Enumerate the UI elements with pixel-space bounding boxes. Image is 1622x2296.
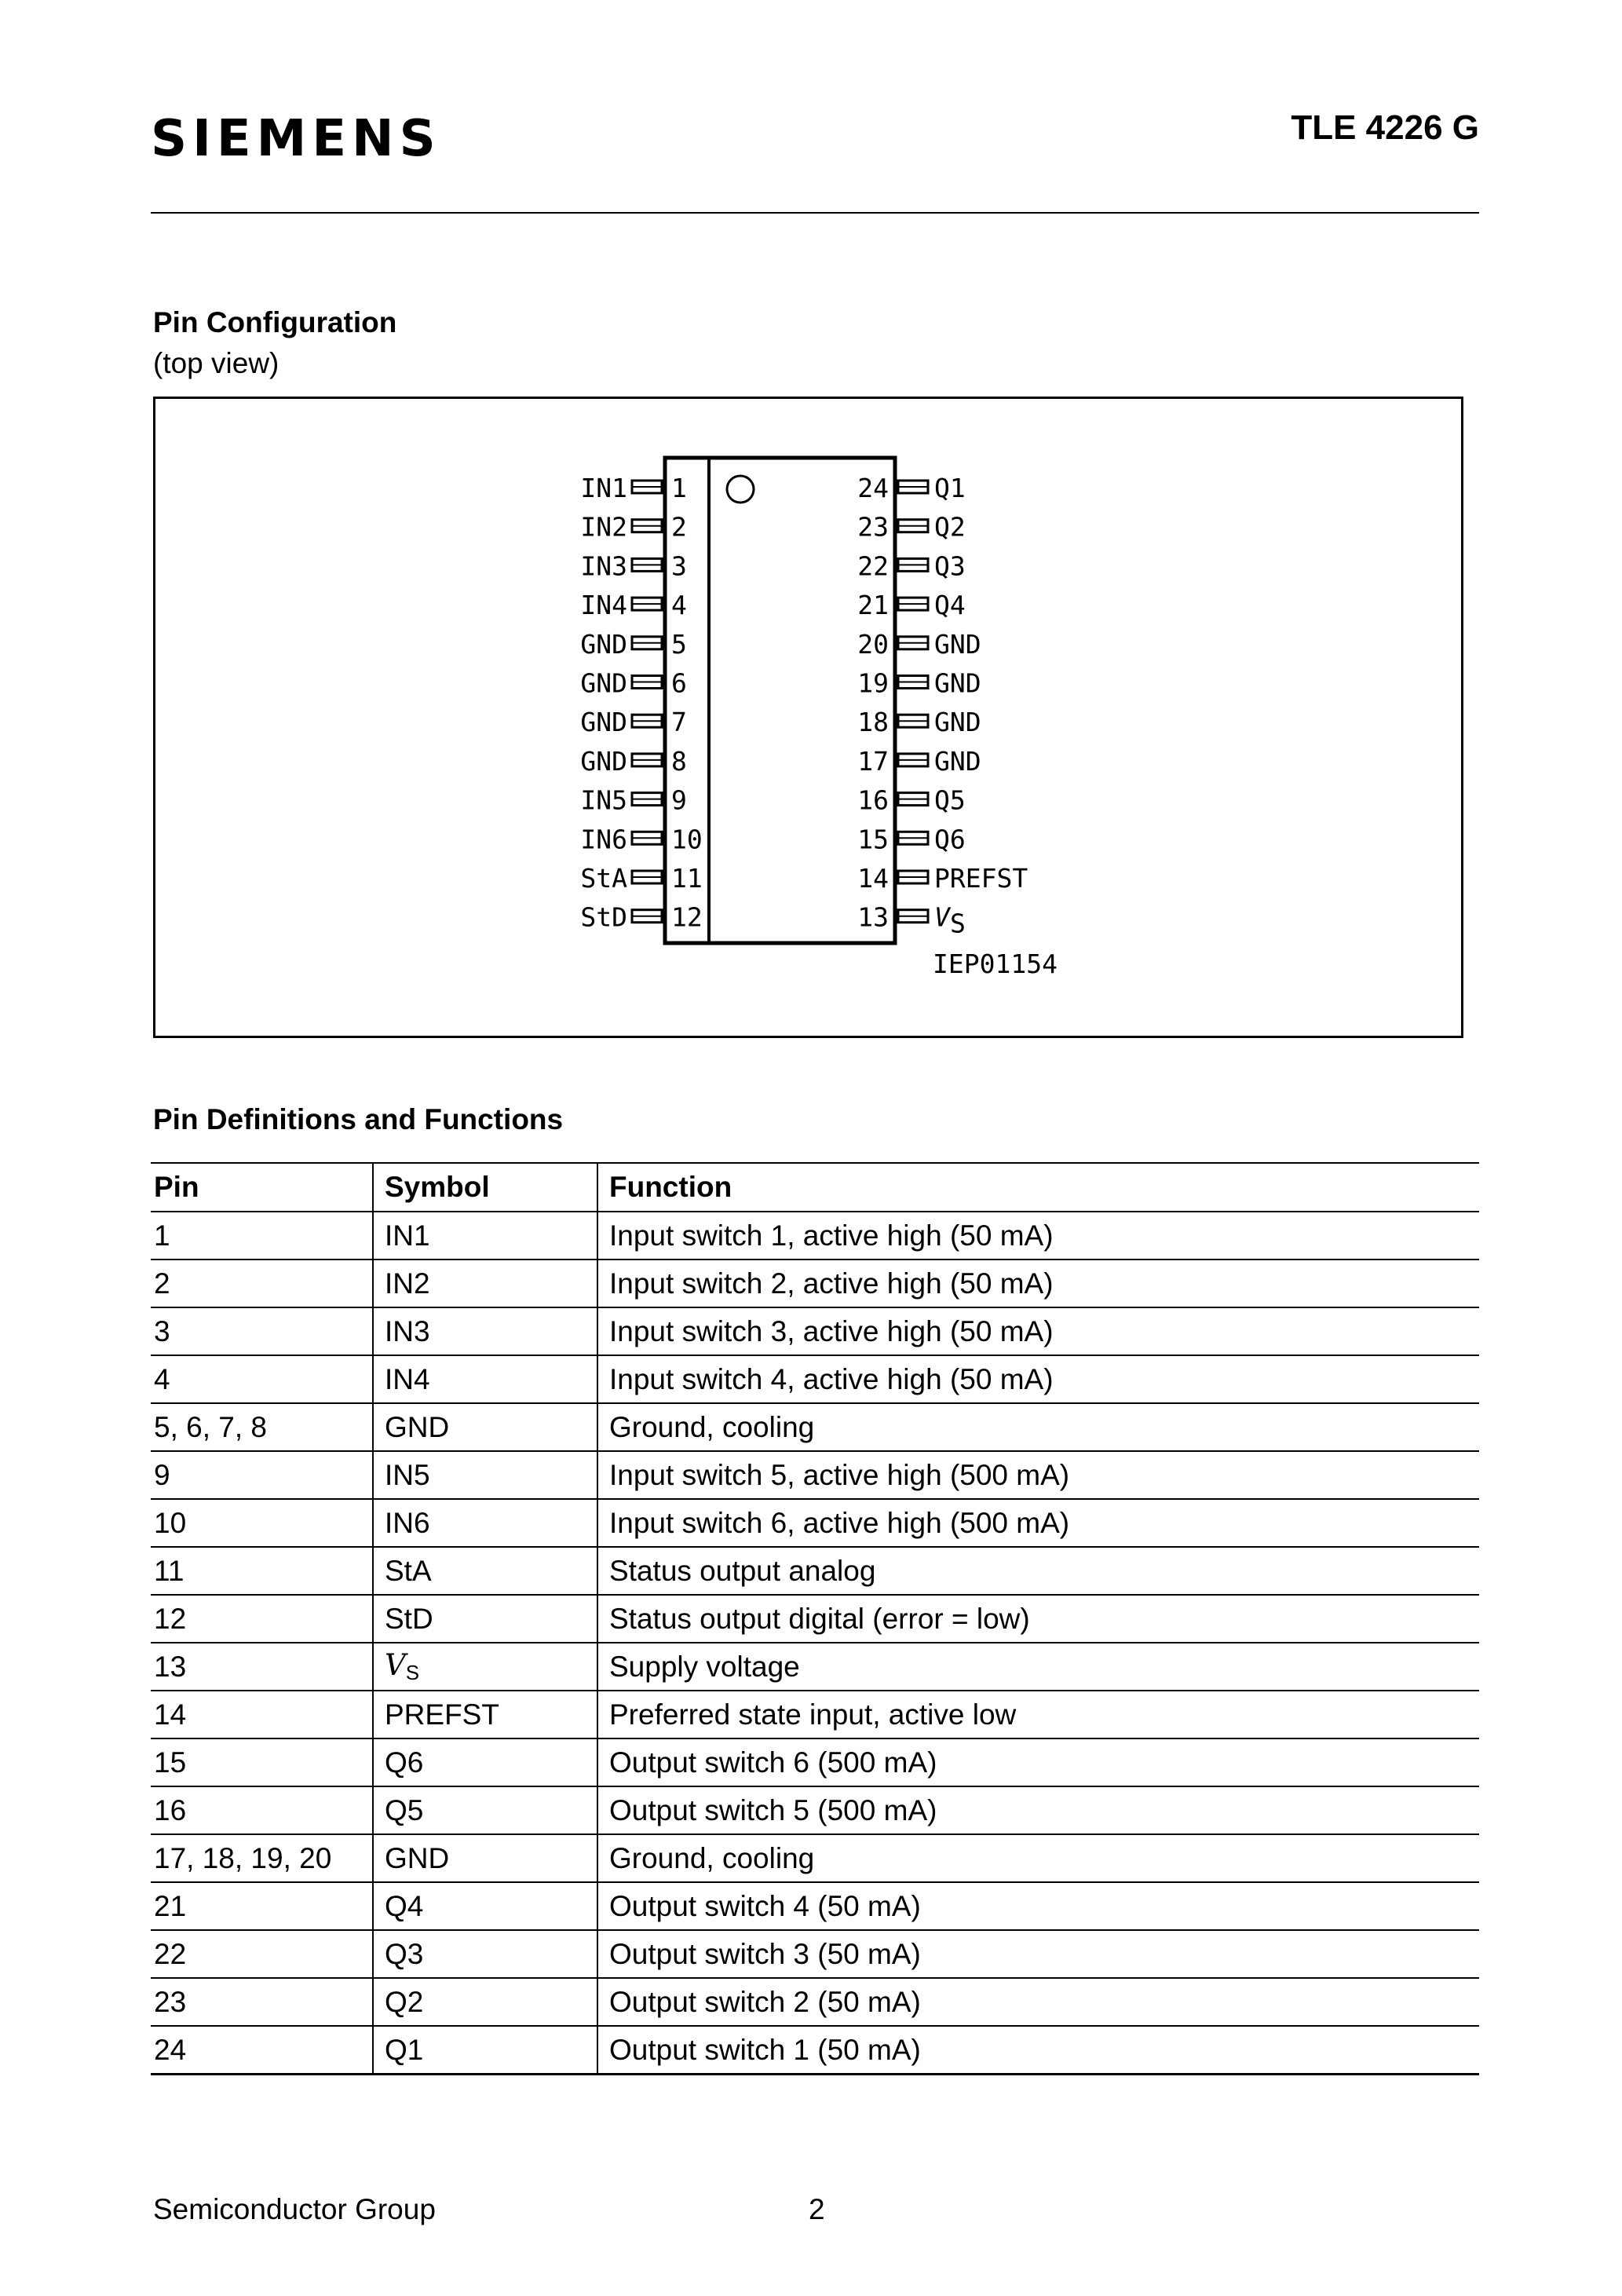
pin-name-left: GND [580, 667, 627, 699]
symbol-subscript: S [405, 1661, 420, 1684]
pin1-marker [727, 476, 754, 503]
cell-function: Output switch 5 (500 mA) [597, 1786, 1479, 1834]
pin-name-left: IN5 [580, 784, 627, 816]
table-row [151, 1643, 1479, 1691]
cell-function: Status output analog [597, 1547, 1479, 1595]
pin-number-left: 5 [671, 628, 687, 660]
cell-pin: 11 [151, 1547, 373, 1595]
cell-symbol: IN1 [373, 1212, 597, 1260]
pin-name-right: PREFST [934, 863, 1028, 894]
pin-name-right: GND [934, 745, 981, 777]
table-row [151, 1212, 1479, 1260]
pin-name-left: GND [580, 745, 627, 777]
cell-symbol [373, 1643, 597, 1691]
cell-symbol: StD [373, 1595, 597, 1643]
table-row [151, 1691, 1479, 1738]
cell-pin: 13 [151, 1643, 373, 1691]
pin-configuration-diagram [153, 397, 1463, 1038]
cell-symbol: Q4 [373, 1882, 597, 1930]
cell-pin: 24 [151, 2026, 373, 2075]
siemens-logo: SIEMENS [151, 110, 441, 168]
table-row [151, 1403, 1479, 1451]
header-symbol: Symbol [373, 1163, 597, 1212]
pin-number-left: 8 [671, 745, 687, 777]
table-row [151, 1882, 1479, 1930]
pin-name-right: Q3 [934, 550, 966, 582]
pin-number-right: 18 [857, 707, 889, 738]
pin-definitions-table [151, 1162, 1479, 2075]
document-id: TLE 4226 G [1291, 108, 1479, 147]
pin-number-right: 14 [857, 863, 889, 894]
pin-number-left: 11 [671, 863, 703, 894]
cell-symbol: GND [373, 1834, 597, 1882]
cell-pin: 1 [151, 1212, 373, 1260]
header-rule [151, 212, 1479, 214]
pin-number-left: 7 [671, 707, 687, 738]
pin-number-left: 12 [671, 901, 703, 933]
table-row [151, 1547, 1479, 1595]
cell-symbol: IN6 [373, 1499, 597, 1547]
table-row [151, 1595, 1479, 1643]
pin-definitions-title: Pin Definitions and Functions [153, 1103, 564, 1135]
table-row [151, 1786, 1479, 1834]
cell-function: Output switch 1 (50 mA) [597, 2026, 1479, 2075]
pin-number-left: 9 [671, 784, 687, 816]
cell-pin: 22 [151, 1930, 373, 1978]
cell-symbol: StA [373, 1547, 597, 1595]
pin-name-left: IN3 [580, 550, 627, 582]
table-row [151, 1355, 1479, 1403]
cell-function: Output switch 3 (50 mA) [597, 1930, 1479, 1978]
cell-function: Output switch 4 (50 mA) [597, 1882, 1479, 1930]
pin-name-left: GND [580, 707, 627, 738]
cell-symbol: Q1 [373, 2026, 597, 2075]
pin-name-subscript: S [950, 908, 966, 939]
cell-symbol: IN4 [373, 1355, 597, 1403]
cell-pin: 10 [151, 1499, 373, 1547]
cell-symbol: IN2 [373, 1260, 597, 1307]
table-header-row [151, 1163, 1479, 1212]
cell-pin: 2 [151, 1260, 373, 1307]
cell-pin: 5, 6, 7, 8 [151, 1403, 373, 1451]
pin-name-right: Q1 [934, 473, 966, 503]
cell-pin: 16 [151, 1786, 373, 1834]
table-row [151, 1978, 1479, 2026]
symbol-main: V [385, 1648, 406, 1682]
pin-number-left: 4 [671, 590, 687, 621]
cell-symbol: Q2 [373, 1978, 597, 2026]
pin-number-right: 16 [857, 784, 889, 816]
pin-name-right: V [934, 901, 950, 933]
cell-function: Input switch 2, active high (50 mA) [597, 1260, 1479, 1307]
cell-function: Input switch 1, active high (50 mA) [597, 1212, 1479, 1260]
chip-package-drawing [155, 399, 1461, 1036]
figure-id: IEP01154 [933, 949, 1058, 979]
cell-function: Output switch 6 (500 mA) [597, 1738, 1479, 1786]
cell-pin: 23 [151, 1978, 373, 2026]
pin-number-right: 13 [857, 901, 889, 933]
cell-function: Input switch 6, active high (500 mA) [597, 1499, 1479, 1547]
cell-pin: 21 [151, 1882, 373, 1930]
pin-name-right: Q6 [934, 824, 966, 855]
table-row [151, 1930, 1479, 1978]
pin-number-right: 17 [857, 745, 889, 777]
pin-number-right: 22 [857, 550, 889, 582]
pin-number-left: 1 [671, 473, 687, 503]
pin-number-right: 15 [857, 824, 889, 855]
table-row [151, 1834, 1479, 1882]
cell-symbol: Q3 [373, 1930, 597, 1978]
pin-number-left: 3 [671, 550, 687, 582]
pin-name-right: GND [934, 628, 981, 660]
cell-function: Status output digital (error = low) [597, 1595, 1479, 1643]
pin-name-right: Q2 [934, 511, 966, 543]
pin-configuration-subtitle: (top view) [153, 347, 279, 379]
cell-symbol: IN5 [373, 1451, 597, 1499]
cell-symbol: Q5 [373, 1786, 597, 1834]
table-row [151, 1260, 1479, 1307]
cell-symbol: PREFST [373, 1691, 597, 1738]
pin-name-right: Q4 [934, 590, 966, 621]
table-row [151, 1499, 1479, 1547]
cell-function: Input switch 5, active high (500 mA) [597, 1451, 1479, 1499]
pin-number-right: 21 [857, 590, 889, 621]
table-row [151, 1307, 1479, 1355]
cell-pin: 9 [151, 1451, 373, 1499]
cell-pin: 14 [151, 1691, 373, 1738]
cell-pin: 15 [151, 1738, 373, 1786]
pin-name-right: Q5 [934, 784, 966, 816]
pin-name-left: IN1 [580, 473, 627, 503]
cell-function: Supply voltage [597, 1643, 1479, 1691]
pin-name-left: IN4 [580, 590, 627, 621]
pin-number-left: 10 [671, 824, 703, 855]
cell-function: Input switch 3, active high (50 mA) [597, 1307, 1479, 1355]
pin-name-left: StA [580, 863, 627, 894]
footer-company: Semiconductor Group [153, 2193, 436, 2225]
pin-name-left: StD [580, 901, 627, 933]
pin-name-left: IN2 [580, 511, 627, 543]
cell-pin: 4 [151, 1355, 373, 1403]
pin-number-right: 20 [857, 628, 889, 660]
table-row [151, 2026, 1479, 2075]
cell-function: Ground, cooling [597, 1834, 1479, 1882]
pin-name-right: GND [934, 707, 981, 738]
pin-name-left: IN6 [580, 824, 627, 855]
header-pin: Pin [151, 1163, 373, 1212]
pin-number-right: 24 [857, 473, 889, 503]
pin-number-right: 19 [857, 667, 889, 699]
table-row [151, 1451, 1479, 1499]
cell-function: Output switch 2 (50 mA) [597, 1978, 1479, 2026]
pin-number-left: 2 [671, 511, 687, 543]
cell-function: Ground, cooling [597, 1403, 1479, 1451]
pin-name-left: GND [580, 628, 627, 660]
cell-function: Preferred state input, active low [597, 1691, 1479, 1738]
cell-symbol: Q6 [373, 1738, 597, 1786]
table-row [151, 1738, 1479, 1786]
pin-number-left: 6 [671, 667, 687, 699]
pin-name-right: GND [934, 667, 981, 699]
page-number: 2 [809, 2193, 825, 2225]
cell-symbol: GND [373, 1403, 597, 1451]
pin-configuration-title: Pin Configuration [153, 306, 397, 338]
header-function: Function [597, 1163, 1479, 1212]
cell-pin: 12 [151, 1595, 373, 1643]
cell-pin: 3 [151, 1307, 373, 1355]
cell-pin: 17, 18, 19, 20 [151, 1834, 373, 1882]
cell-symbol: IN3 [373, 1307, 597, 1355]
pin-number-right: 23 [857, 511, 889, 543]
cell-function: Input switch 4, active high (50 mA) [597, 1355, 1479, 1403]
